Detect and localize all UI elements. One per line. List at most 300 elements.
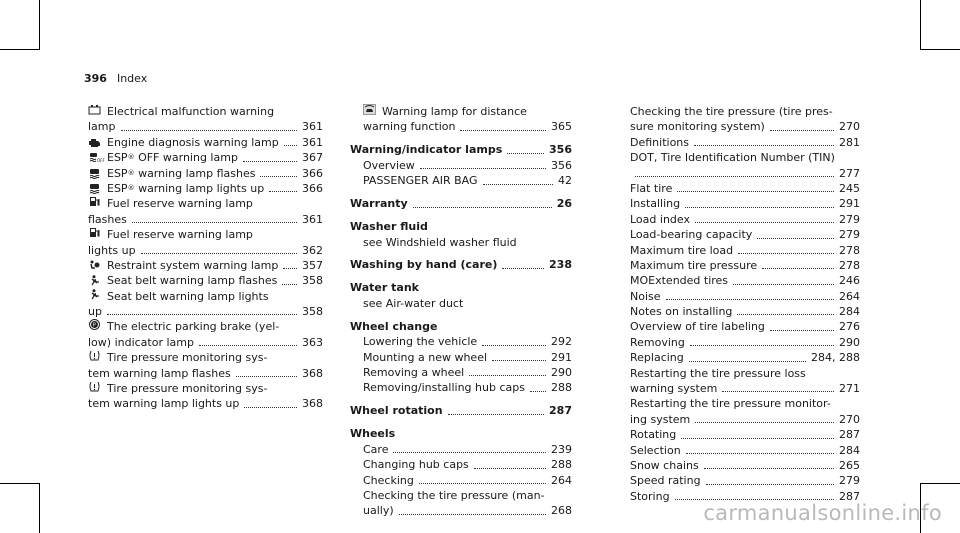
entry-text bbox=[350, 403, 443, 418]
entry-label: see Windshield washer fluid bbox=[363, 235, 517, 249]
page-reference[interactable]: 361 bbox=[302, 135, 323, 149]
entry-label: Overview bbox=[363, 158, 415, 172]
entry-text bbox=[88, 150, 238, 165]
entry-text bbox=[88, 396, 239, 411]
entry-label: Rotating bbox=[630, 428, 677, 442]
crop-mark bbox=[39, 483, 40, 533]
dot-leader bbox=[507, 153, 544, 154]
entry-label: Flat tire bbox=[630, 181, 673, 195]
dot-leader bbox=[681, 438, 834, 439]
page-reference[interactable]: 362 bbox=[302, 243, 323, 257]
dot-leader bbox=[460, 130, 546, 131]
dot-leader bbox=[722, 391, 834, 392]
index-entry bbox=[350, 365, 572, 380]
entry-text bbox=[88, 181, 264, 196]
entry-label: Wheel rotation bbox=[350, 404, 443, 418]
entry-text bbox=[630, 212, 690, 227]
page-reference[interactable]: 246 bbox=[839, 274, 860, 288]
page-reference[interactable]: 288 bbox=[551, 458, 572, 472]
esp-icon bbox=[88, 183, 101, 194]
entry-text bbox=[363, 158, 415, 173]
watermark: carmanualsonline.info bbox=[703, 501, 942, 525]
seatbelt-icon bbox=[88, 289, 101, 300]
entry-text bbox=[88, 319, 279, 334]
index-column-2 bbox=[350, 104, 572, 519]
entry-text bbox=[363, 488, 545, 503]
entry-label: Removing bbox=[630, 335, 685, 349]
entry-label: lights up bbox=[88, 243, 136, 257]
entry-text bbox=[88, 258, 278, 273]
dot-leader bbox=[733, 284, 834, 285]
entry-text bbox=[363, 365, 464, 380]
entry-label: up bbox=[88, 305, 102, 319]
entry-label: Installing bbox=[630, 197, 681, 211]
page-reference[interactable]: 368 bbox=[302, 366, 323, 380]
index-heading bbox=[350, 426, 572, 441]
index-entry bbox=[88, 166, 323, 181]
dot-leader bbox=[704, 468, 834, 469]
entry-text bbox=[88, 335, 194, 350]
entry-text bbox=[630, 443, 681, 458]
page-reference[interactable]: 287 bbox=[839, 428, 860, 442]
esp-off-icon bbox=[88, 152, 105, 164]
parking-brake-icon bbox=[88, 319, 101, 330]
dot-leader bbox=[530, 391, 546, 392]
page-reference[interactable]: 268 bbox=[551, 504, 572, 518]
index-entry bbox=[88, 243, 323, 258]
index-entry bbox=[630, 243, 860, 258]
index-heading bbox=[350, 403, 572, 418]
entry-label: Replacing bbox=[630, 351, 684, 365]
page-reference[interactable]: 357 bbox=[302, 258, 323, 272]
page-header bbox=[84, 72, 147, 85]
page-reference[interactable]: 271 bbox=[839, 382, 860, 396]
entry-text bbox=[88, 212, 127, 227]
entry-text bbox=[363, 119, 455, 134]
index-entry bbox=[88, 135, 323, 150]
entry-label-suffix: warning lamp lights up bbox=[134, 181, 265, 195]
entry-label: ESP bbox=[107, 181, 128, 195]
entry-text bbox=[363, 442, 388, 457]
page-reference[interactable]: 265 bbox=[839, 458, 860, 472]
index-entry bbox=[630, 443, 860, 458]
page-reference[interactable]: 367 bbox=[302, 151, 323, 165]
index-entry bbox=[630, 366, 860, 381]
dot-leader bbox=[283, 268, 297, 269]
fuel-icon bbox=[88, 227, 101, 238]
index-entry bbox=[88, 335, 323, 350]
page-reference[interactable]: 366 bbox=[302, 166, 323, 180]
page-reference[interactable]: 238 bbox=[549, 258, 572, 272]
distance-warning-icon bbox=[363, 104, 376, 115]
dot-leader bbox=[677, 191, 834, 192]
index-column-1 bbox=[88, 104, 323, 412]
index-entry bbox=[88, 304, 323, 319]
entry-text bbox=[88, 227, 253, 242]
index-entry bbox=[350, 380, 572, 395]
entry-label: sure monitoring system) bbox=[630, 120, 765, 134]
entry-text bbox=[350, 142, 502, 157]
entry-label: Mounting a new wheel bbox=[363, 350, 488, 364]
index-entry bbox=[350, 173, 572, 188]
entry-text bbox=[88, 273, 277, 288]
registered-mark: ® bbox=[127, 183, 135, 192]
page-reference[interactable]: 239 bbox=[551, 442, 572, 456]
dot-leader bbox=[132, 222, 297, 223]
index-heading bbox=[350, 319, 572, 334]
engine-icon bbox=[88, 137, 101, 148]
entry-text bbox=[630, 181, 672, 196]
entry-text bbox=[630, 335, 685, 350]
index-entry bbox=[88, 396, 323, 411]
index-entry bbox=[630, 381, 860, 396]
page-reference[interactable]: 245 bbox=[839, 181, 860, 195]
dot-leader bbox=[695, 422, 834, 423]
registered-mark: ® bbox=[127, 168, 135, 177]
dot-leader bbox=[282, 284, 297, 285]
page-reference[interactable]: 356 bbox=[551, 158, 572, 172]
crop-mark bbox=[0, 49, 40, 50]
dot-leader bbox=[666, 299, 834, 300]
index-entry bbox=[630, 319, 860, 334]
crop-mark bbox=[0, 483, 40, 484]
entry-label: Load index bbox=[630, 212, 690, 226]
dot-leader bbox=[284, 145, 297, 146]
dot-leader bbox=[690, 345, 834, 346]
entry-label: ing system bbox=[630, 412, 691, 426]
index-entry bbox=[630, 412, 860, 427]
dot-leader bbox=[121, 130, 298, 131]
page-reference[interactable]: 284 bbox=[839, 443, 860, 457]
entry-label: Lowering the vehicle bbox=[363, 335, 478, 349]
entry-label: Storing bbox=[630, 489, 670, 503]
entry-label: Checking the tire pressure (man- bbox=[363, 488, 545, 502]
entry-text bbox=[88, 166, 255, 181]
index-entry bbox=[630, 458, 860, 473]
index-entry bbox=[630, 212, 860, 227]
index-entry bbox=[88, 181, 323, 196]
page-reference[interactable]: 368 bbox=[302, 397, 323, 411]
entry-text bbox=[630, 473, 701, 488]
index-entry bbox=[630, 227, 860, 242]
entry-label: Speed rating bbox=[630, 474, 701, 488]
page-reference[interactable]: 358 bbox=[302, 305, 323, 319]
entry-text bbox=[630, 427, 676, 442]
dot-leader bbox=[474, 468, 546, 469]
entry-text bbox=[88, 119, 116, 134]
dot-leader bbox=[141, 253, 297, 254]
page-reference[interactable]: 278 bbox=[839, 258, 860, 272]
page-reference[interactable]: 279 bbox=[839, 212, 860, 226]
entry-text bbox=[630, 196, 680, 211]
entry-text bbox=[88, 196, 253, 211]
dot-leader bbox=[675, 499, 834, 500]
entry-label: Warranty bbox=[350, 197, 408, 211]
dot-leader bbox=[482, 345, 546, 346]
entry-label: Overview of tire labeling bbox=[630, 320, 765, 334]
entry-text bbox=[630, 350, 684, 365]
entry-text bbox=[363, 296, 463, 311]
dot-leader bbox=[686, 453, 834, 454]
dot-leader bbox=[770, 330, 834, 331]
index-entry bbox=[630, 396, 860, 411]
dot-leader bbox=[738, 253, 834, 254]
dot-leader bbox=[737, 314, 834, 315]
entry-label: Selection bbox=[630, 443, 681, 457]
dot-leader bbox=[243, 161, 297, 162]
entry-text bbox=[88, 304, 102, 319]
dot-leader bbox=[469, 375, 546, 376]
entry-label: Load-bearing capacity bbox=[630, 228, 753, 242]
index-entry bbox=[88, 227, 323, 242]
index-entry bbox=[88, 289, 323, 304]
entry-label: warning system bbox=[630, 382, 718, 396]
entry-label: The electric parking brake (yel- bbox=[107, 320, 280, 334]
registered-mark: ® bbox=[127, 153, 135, 162]
page-reference[interactable]: 270 bbox=[839, 120, 860, 134]
entry-text bbox=[88, 366, 231, 381]
entry-text bbox=[630, 135, 689, 150]
index-entry bbox=[350, 158, 572, 173]
crop-mark bbox=[39, 0, 40, 50]
entry-label: Wheels bbox=[350, 427, 396, 441]
entry-text bbox=[630, 289, 661, 304]
esp-icon bbox=[88, 168, 101, 179]
entry-text bbox=[363, 380, 525, 395]
entry-text bbox=[630, 227, 752, 242]
index-entry bbox=[630, 196, 860, 211]
entry-text bbox=[88, 289, 269, 304]
entry-label: Tire pressure monitoring sys- bbox=[107, 351, 268, 365]
page-reference[interactable]: 281 bbox=[839, 135, 860, 149]
section-title: Index bbox=[116, 72, 148, 85]
index-entry bbox=[88, 366, 323, 381]
index-entry bbox=[350, 442, 572, 457]
page-number: 396 bbox=[84, 72, 107, 85]
page-reference[interactable]: 365 bbox=[551, 120, 572, 134]
page-reference[interactable]: 279 bbox=[839, 474, 860, 488]
entry-label-suffix: OFF warning lamp bbox=[134, 151, 238, 165]
entry-label: Care bbox=[363, 442, 389, 456]
page-reference[interactable]: 361 bbox=[302, 120, 323, 134]
entry-label: Checking bbox=[363, 473, 414, 487]
page-reference[interactable]: 264 bbox=[839, 289, 860, 303]
page-reference[interactable]: 291 bbox=[839, 197, 860, 211]
entry-text bbox=[88, 135, 279, 150]
crop-mark bbox=[920, 483, 960, 484]
dot-leader bbox=[689, 361, 806, 362]
page-reference[interactable]: 276 bbox=[839, 320, 860, 334]
entry-label: Removing/installing hub caps bbox=[363, 381, 525, 395]
entry-text bbox=[630, 458, 699, 473]
index-heading bbox=[350, 142, 572, 157]
page-reference[interactable]: 361 bbox=[302, 212, 323, 226]
svg-text:P: P bbox=[92, 322, 96, 329]
index-heading bbox=[350, 258, 572, 273]
dot-leader bbox=[419, 483, 546, 484]
index-entry bbox=[630, 150, 860, 165]
entry-label: Notes on installing bbox=[630, 305, 733, 319]
entry-label: flashes bbox=[88, 212, 127, 226]
entry-label: Engine diagnosis warning lamp bbox=[107, 135, 279, 149]
entry-text bbox=[363, 350, 487, 365]
dot-leader bbox=[685, 207, 834, 208]
dot-leader bbox=[762, 268, 834, 269]
page-reference[interactable]: 287 bbox=[839, 489, 860, 503]
page-reference[interactable]: 284 bbox=[839, 305, 860, 319]
entry-text bbox=[630, 381, 717, 396]
index-entry bbox=[350, 503, 572, 518]
entry-text bbox=[363, 503, 394, 518]
entry-text bbox=[630, 304, 732, 319]
dot-leader bbox=[244, 407, 297, 408]
entry-label: warning function bbox=[363, 120, 456, 134]
page-reference[interactable]: 290 bbox=[839, 335, 860, 349]
page-reference[interactable]: 356 bbox=[549, 143, 572, 157]
entry-label: low) indicator lamp bbox=[88, 335, 194, 349]
page-reference[interactable]: 290 bbox=[551, 366, 572, 380]
page-reference[interactable]: 366 bbox=[302, 181, 323, 195]
airbag-icon bbox=[88, 260, 101, 271]
page-reference[interactable]: 287 bbox=[549, 404, 572, 418]
entry-label: tem warning lamp flashes bbox=[88, 366, 231, 380]
entry-label: Seat belt warning lamp flashes bbox=[107, 274, 278, 288]
entry-label: MOExtended tires bbox=[630, 274, 729, 288]
entry-text bbox=[350, 196, 408, 211]
entry-label: Removing a wheel bbox=[363, 366, 465, 380]
entry-label: Fuel reserve warning lamp bbox=[107, 228, 253, 242]
entry-label: Washing by hand (care) bbox=[350, 258, 498, 272]
entry-label: Snow chains bbox=[630, 458, 699, 472]
index-entry bbox=[88, 196, 323, 211]
index-entry bbox=[88, 150, 323, 165]
page-reference[interactable]: 278 bbox=[839, 243, 860, 257]
index-column-3 bbox=[630, 104, 860, 504]
crop-mark bbox=[920, 49, 960, 50]
svg-text:OFF: OFF bbox=[97, 158, 105, 164]
dot-leader bbox=[260, 176, 297, 177]
page-reference[interactable]: 288 bbox=[551, 381, 572, 395]
entry-text bbox=[630, 319, 765, 334]
entry-label: PASSENGER AIR BAG bbox=[363, 174, 478, 188]
dot-leader bbox=[199, 345, 297, 346]
entry-text bbox=[630, 412, 690, 427]
page-reference[interactable]: 264 bbox=[551, 473, 572, 487]
entry-label: ESP bbox=[107, 151, 128, 165]
entry-text bbox=[88, 350, 267, 365]
index-entry bbox=[630, 304, 860, 319]
entry-text bbox=[350, 219, 428, 234]
entry-label: Wheel change bbox=[350, 319, 438, 333]
dot-leader bbox=[448, 414, 544, 415]
entry-label: Maximum tire load bbox=[630, 243, 734, 257]
tire-pressure-icon bbox=[88, 350, 101, 361]
crop-mark bbox=[920, 0, 921, 50]
entry-label: see Air-water duct bbox=[363, 296, 464, 310]
page-reference[interactable]: 284, 288 bbox=[811, 351, 860, 365]
page-reference[interactable]: 26 bbox=[556, 197, 572, 211]
index-entry bbox=[350, 296, 572, 311]
entry-text bbox=[630, 150, 835, 165]
entry-text bbox=[363, 173, 478, 188]
index-entry bbox=[630, 473, 860, 488]
entry-label: Definitions bbox=[630, 135, 689, 149]
index-entry bbox=[630, 166, 860, 181]
entry-text bbox=[350, 319, 437, 334]
entry-label: Seat belt warning lamp lights bbox=[107, 289, 269, 303]
page-reference[interactable]: 363 bbox=[302, 335, 323, 349]
entry-label: Tire pressure monitoring sys- bbox=[107, 382, 268, 396]
entry-text bbox=[350, 257, 497, 272]
entry-text bbox=[88, 381, 267, 396]
entry-text bbox=[630, 258, 757, 273]
index-entry bbox=[88, 119, 323, 134]
dot-leader bbox=[694, 145, 834, 146]
entry-label: Changing hub caps bbox=[363, 458, 469, 472]
index-entry bbox=[350, 104, 572, 119]
index-entry bbox=[630, 427, 860, 442]
entry-text bbox=[363, 334, 477, 349]
entry-text bbox=[363, 104, 527, 119]
battery-icon bbox=[88, 104, 101, 115]
index-entry bbox=[630, 135, 860, 150]
entry-label: Water tank bbox=[350, 281, 419, 295]
page-reference[interactable]: 358 bbox=[302, 274, 323, 288]
entry-text bbox=[363, 457, 469, 472]
index-entry bbox=[630, 335, 860, 350]
entry-label: Warning lamp for distance bbox=[382, 105, 527, 118]
entry-text bbox=[630, 104, 833, 119]
index-heading bbox=[350, 219, 572, 234]
page-reference[interactable]: 277 bbox=[839, 166, 860, 180]
page-reference[interactable]: 42 bbox=[558, 174, 572, 188]
page-reference[interactable]: 270 bbox=[839, 412, 860, 426]
index-entry bbox=[630, 119, 860, 134]
dot-leader bbox=[413, 207, 552, 208]
dot-leader bbox=[420, 168, 546, 169]
index-entry bbox=[350, 473, 572, 488]
index-entry bbox=[630, 273, 860, 288]
entry-label: Noise bbox=[630, 289, 661, 303]
entry-label: Maximum tire pressure bbox=[630, 258, 758, 272]
index-entry bbox=[350, 488, 572, 503]
index-entry bbox=[630, 350, 860, 365]
dot-leader bbox=[393, 452, 546, 453]
index-entry bbox=[88, 104, 323, 119]
entry-label: Fuel reserve warning lamp bbox=[107, 197, 253, 211]
dot-leader bbox=[269, 191, 297, 192]
dot-leader bbox=[236, 376, 297, 377]
entry-text bbox=[630, 489, 670, 504]
page-reference[interactable]: 279 bbox=[839, 228, 860, 242]
entry-label: Electrical malfunction warning bbox=[107, 105, 275, 118]
entry-text bbox=[363, 473, 414, 488]
index-entry bbox=[630, 181, 860, 196]
dot-leader bbox=[502, 268, 544, 269]
entry-text bbox=[630, 243, 733, 258]
page-reference[interactable]: 292 bbox=[551, 335, 572, 349]
dot-leader bbox=[492, 360, 546, 361]
entry-label: ESP bbox=[107, 166, 128, 180]
entry-label: Washer fluid bbox=[350, 220, 428, 234]
entry-label: tem warning lamp lights up bbox=[88, 397, 240, 411]
entry-label-suffix: warning lamp flashes bbox=[134, 166, 256, 180]
index-entry bbox=[88, 350, 323, 365]
page-reference[interactable]: 291 bbox=[551, 350, 572, 364]
entry-text bbox=[630, 119, 765, 134]
index-entry bbox=[350, 457, 572, 472]
entry-text bbox=[350, 280, 419, 295]
